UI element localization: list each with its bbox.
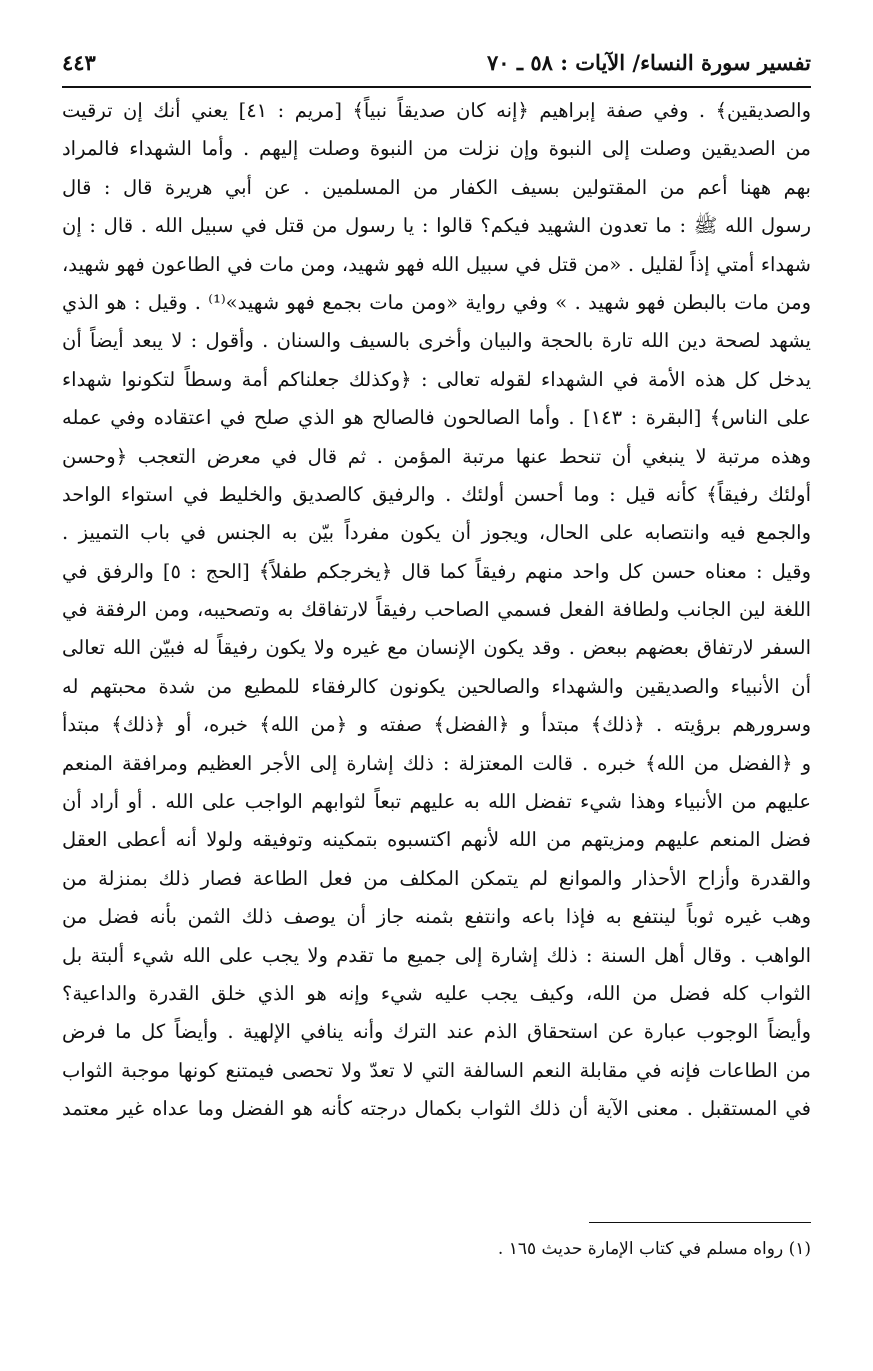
footnote: (١) رواه مسلم في كتاب الإمارة حديث ١٦٥ .	[497, 1239, 811, 1259]
page-header	[62, 46, 811, 86]
text-line: رسول الله ﷺ : ما تعدون الشهيد فيكم؟ قالوا : يا رسول من قتل في سبيل الله . قال : إن	[62, 214, 811, 238]
text-line: ومن مات بالبطن فهو شهيد . » وفي رواية «ومن مات بجمع فهو شهيد»⁽¹⁾ . وقيل : هو الذي	[62, 290, 811, 314]
text-line: السفر لارتفاق بعضهم ببعض . وقد يكون الإنسان مع غيره ولا يكون رفيقاً له فبيّن الله تعالى	[62, 636, 811, 660]
text-line: يدخل كل هذه الأمة في الشهداء لقوله تعالى : ﴿وكذلك جعلناكم أمة وسطاً لتكونوا شهداء	[62, 367, 811, 391]
tafsir-text	[62, 92, 811, 1129]
text-line: وأيضاً الوجوب عبارة عن استحقاق الذم عند الترك وأنه ينافي الإلهية . وأيضاً كل ما فرض	[62, 1020, 811, 1044]
text-line: أن الأنبياء والصديقين والشهداء والصالحين يكونون كالرفقاء للمطيع من شدة محبتهم له	[62, 674, 811, 698]
text-line: وهب غيره ثوباً لينتفع به فإذا باعه وانتفع بثمنه جاز أن يوصف ذلك الثمن بأنه فضل من	[62, 905, 811, 929]
text-line: وهذه مرتبة لا ينبغي أن تنحط عنها مرتبة المؤمن . ثم قال في معرض التعجب ﴿وحسن	[62, 444, 811, 468]
page-number: ٤٤٣	[62, 50, 96, 75]
text-line: في المستقبل . معنى الآية أن ذلك الثواب بكمال درجته كأنه هو الفضل وما عداه غير معتمد	[62, 1097, 811, 1121]
text-line: من الطاعات فإنه في مقابلة النعم السالفة التي لا تعدّ ولا تحصى فيمتنع كونها موجبة الثواب	[62, 1058, 811, 1082]
text-line: يشهد لصحة دين الله تارة بالحجة والبيان وأخرى بالسيف والسنان . وأقول : لا يبعد أيضاً أن	[62, 329, 811, 353]
text-line: من الصديقين وصلت إلى النبوة وإن نزلت من النبوة وصلت إليهم . وأما الشهداء فالمراد	[62, 137, 811, 161]
running-title: تفسير سورة النساء/ الآيات : ٥٨ ـ ٧٠	[487, 50, 811, 75]
text-line: عليهم من الأنبياء وهذا شيء تفضل الله به عليهم تبعاً لثوابهم الواجب على الله . أو أراد أن	[62, 790, 811, 814]
footnote-divider	[589, 1222, 811, 1223]
text-line: وسرورهم برؤيته . ﴿ذلك﴾ مبتدأ و ﴿الفضل﴾ صفته و ﴿من الله﴾ خبره، أو ﴿ذلك﴾ مبتدأ	[62, 713, 811, 737]
text-line: و ﴿الفضل من الله﴾ خبره . قالت المعتزلة : ذلك إشارة إلى الأجر العظيم ومرافقة المنعم	[62, 751, 811, 775]
text-line: بهم ههنا أعم من المقتولين بسيف الكفار من المسلمين . عن أبي هريرة قال : قال	[62, 175, 811, 199]
text-line: فضل المنعم عليهم ومزيتهم من الله لأنهم اكتسبوه بتمكينه وتوفيقه ولولا أنه أعطى العقل	[62, 828, 811, 852]
text-line: وقيل : معناه حسن كل واحد منهم رفيقاً كما قال ﴿يخرجكم طفلاً﴾ [الحج : ٥] والرفق في	[62, 559, 811, 583]
text-line: أولئك رفيقاً﴾ كأنه قيل : وما أحسن أولئك . والرفيق كالصديق والخليط في استواء الواحد	[62, 482, 811, 506]
header-divider	[62, 86, 811, 88]
text-line: على الناس﴾ [البقرة : ١٤٣] . وأما الصالحون فالصالح هو الذي صلح في اعتقاده وفي عمله	[62, 406, 811, 430]
text-line: شهداء أمتي إذاً لقليل . «من قتل في سبيل الله فهو شهيد، ومن مات في الطاعون فهو شهيد،	[62, 252, 811, 276]
text-line: الواهب . وقال أهل السنة : ذلك إشارة إلى جميع ما تقدم ولا يجب على الله شيء ألبتة بل	[62, 943, 811, 967]
text-line: والجمع فيه وانتصابه على الحال، ويجوز أن يكون مفرداً بيّن به الجنس في باب التمييز .	[62, 521, 811, 545]
text-line: والصديقين﴾ . وفي صفة إبراهيم ﴿إنه كان صديقاً نبياً﴾ [مريم : ٤١] يعني أنك إن ترقيت	[62, 99, 811, 122]
text-line: الثواب كله فضل من الله، وكيف يجب عليه شيء وإنه هو الذي خلق القدرة والداعية؟	[62, 981, 811, 1005]
text-line: اللغة لين الجانب ولطافة الفعل فسمي الصاحب رفيقاً لارتفاقك به وتصحيبه، ومن الرفقة في	[62, 598, 811, 622]
text-line: والقدرة وأزاح الأحذار والموانع لم يتمكن المكلف من فعل الطاعة فصار ذلك بمنزلة من	[62, 866, 811, 890]
